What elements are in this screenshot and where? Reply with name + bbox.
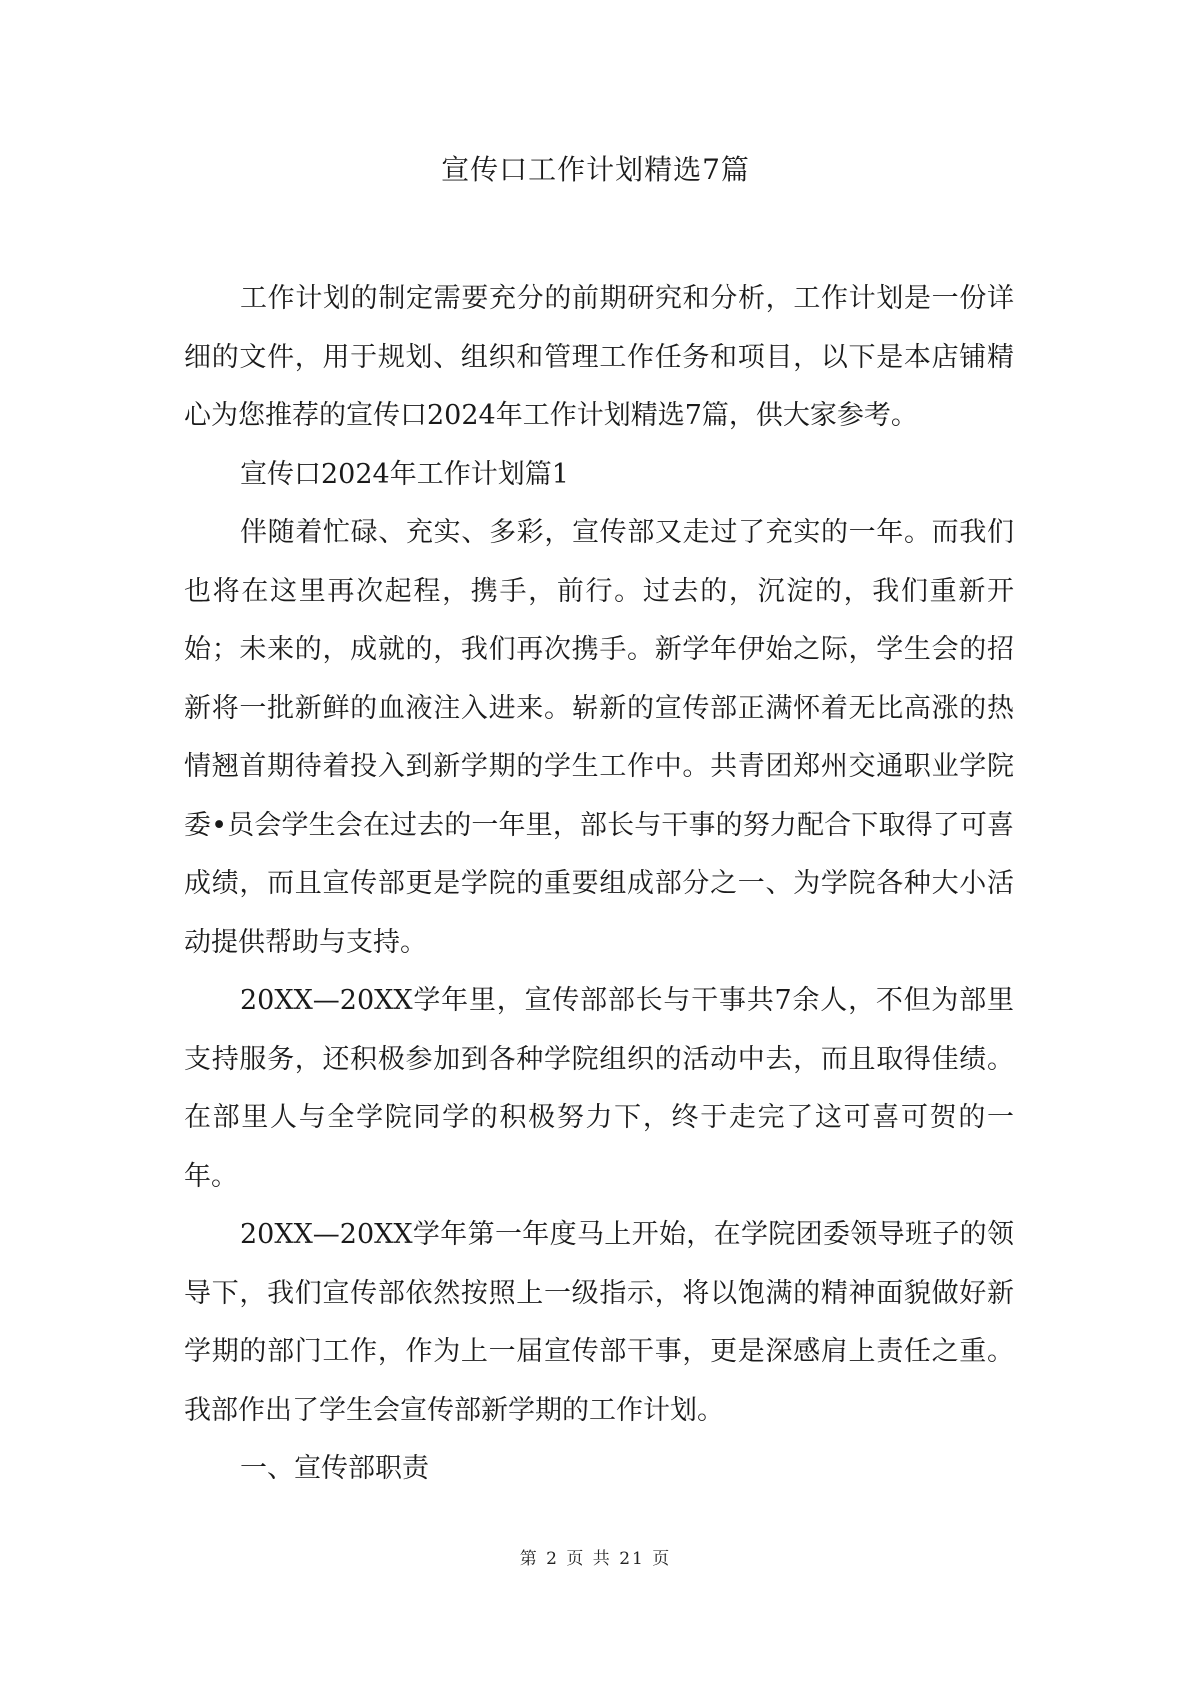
body-paragraph: 20XX—20XX学年里，宣传部部长与干事共7余人，不但为部里支持服务，还积极参加到各种学院组织的活动中去，而且取得佳绩。在部里人与全学院同学的积极努力下，终于走完了这可喜可贺的一年。: [184, 985, 1014, 1192]
section-heading-duties: 一、宣传部职责: [240, 1453, 429, 1484]
page-number-footer: 第 2 页 共 21 页: [519, 1549, 672, 1569]
intro-paragraph: 工作计划的制定需要充分的前期研究和分析，工作计划是一份详细的文件，用于规划、组织和管理工作任务和项目，以下是本店铺精心为您推荐的宣传口2024年工作计划精选7篇，供大家参考。: [184, 283, 1014, 431]
body-paragraph: 20XX—20XX学年第一年度马上开始，在学院团委领导班子的领导下，我们宣传部依然按照上一级指示，将以饱满的精神面貌做好新学期的部门工作，作为上一届宣传部干事，更是深感肩上责任之重。我部作出了学生会宣传部新学期的工作计划。: [184, 1219, 1014, 1426]
document-body: [184, 270, 1014, 1499]
body-paragraph: 伴随着忙碌、充实、多彩，宣传部又走过了充实的一年。而我们也将在这里再次起程，携手，前行。过去的，沉淀的，我们重新开始；未来的，成就的，我们再次携手。新学年伊始之际，学生会的招新将一批新鲜的血液注入进来。崭新的宣传部正满怀着无比高涨的热情翘首期待着投入到新学期的学生工作中。共青团郑州交通职业学院委•员会学生会在过去的一年里，部长与干事的努力配合下取得了可喜成绩，而且宣传部更是学院的重要组成部分之一、为学院各种大小活动提供帮助与支持。: [184, 517, 1014, 958]
section-heading-plan-1: 宣传口2024年工作计划篇1: [240, 458, 569, 490]
document-title: 宣传口工作计划精选7篇: [441, 153, 750, 186]
